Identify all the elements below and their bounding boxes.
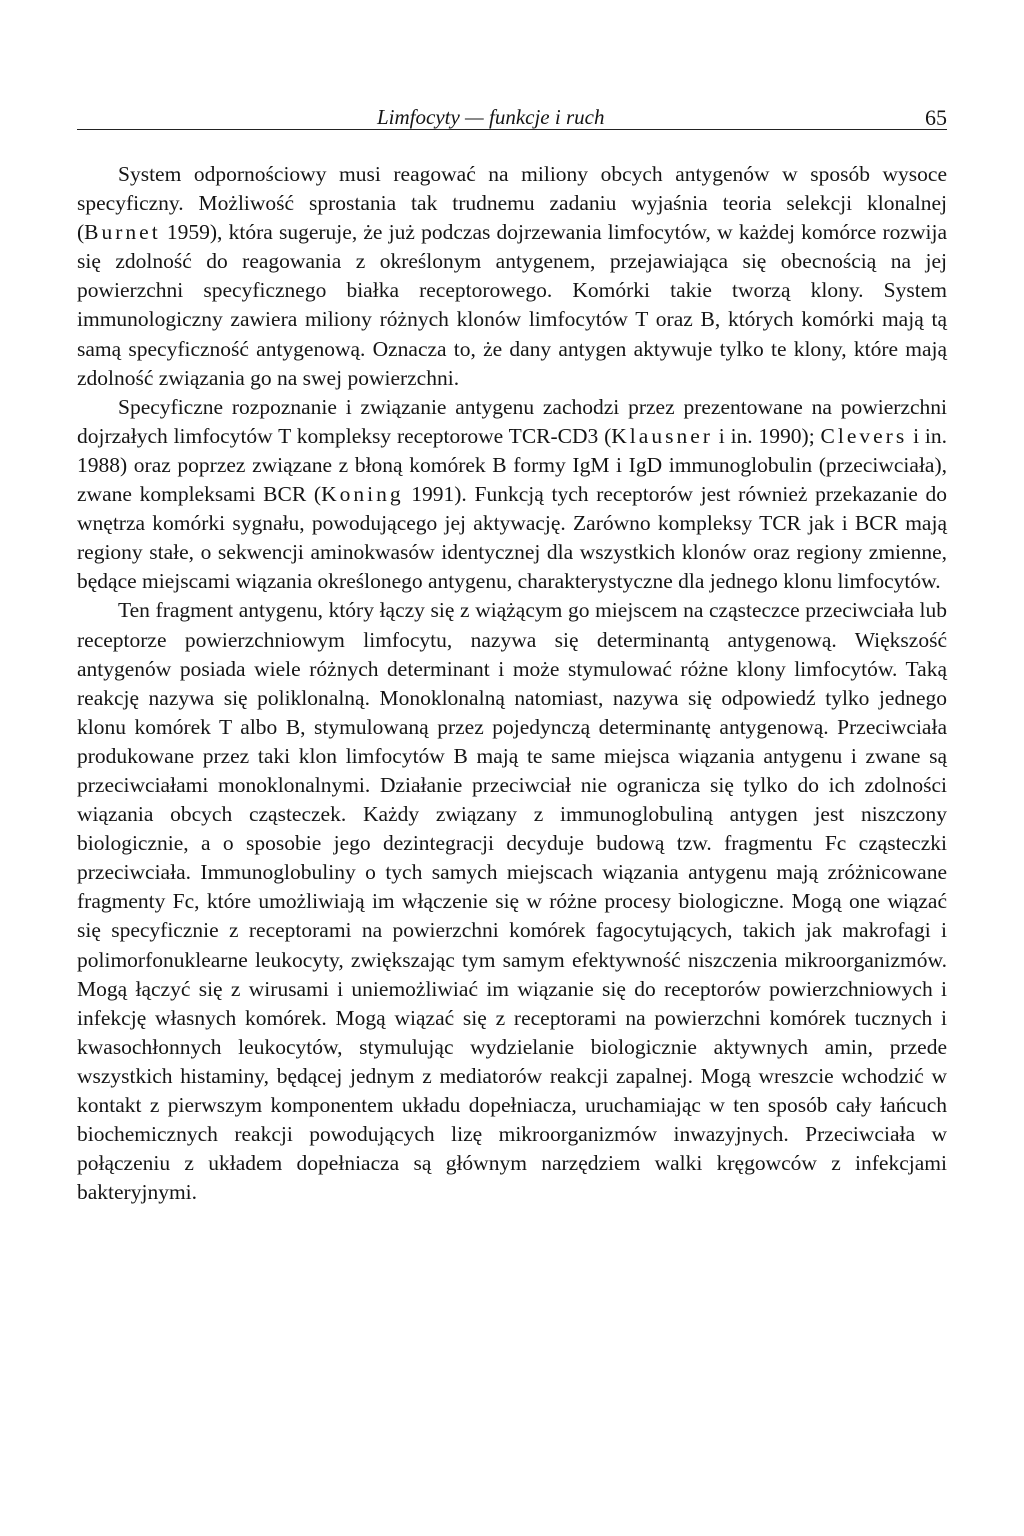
paragraph-1-part-1: System odpornościowy musi reagować na miliony obcych antygenów w sposób wysoce specyficzny. Możliwość sprostania tak trudnemu zadaniu wyjaśnia teoria selekcji klonalnej ( [77, 162, 947, 245]
author-citation-burnet: Burnet [84, 220, 161, 245]
paragraph-1-part-3: 1959), która sugeruje, że już podczas dojrzewania limfocytów, w każdej komórce rozwija się zdolność do reagowania z określonym antygenem, przejawiająca się obecnością na jej powierzchni specyficznego białka receptorowego. Komórki takie tworzą klony. System immunologiczny zawiera miliony różnych klonów limfocytów T oraz B, których komórki mają tą samą specyficzność antygenową. Oznacza to, że dany antygen aktywuje tylko te klony, które mają zdolność związania go na swej powierzchni. [77, 220, 947, 390]
header-rule [77, 129, 947, 130]
paragraph-2-part-3: i in. 1990); [712, 423, 821, 448]
paragraph-2-part-5: i in. 1988) oraz poprzez związane z błoną komórek B formy IgM i IgD immunoglobulin (przeciwciała), zwane kompleksami BCR ( [77, 423, 947, 507]
paragraph-2-part-1: Specyficzne rozpoznanie i związanie antygenu zachodzi przez prezentowane na powierzchni dojrzałych limfocytów T kompleksy receptorowe TCR-CD3 ( [77, 394, 947, 448]
author-citation-clevers: Clevers [820, 423, 908, 448]
paragraph-2 [77, 393, 947, 597]
paragraph-2-part-7: 1991). Funkcją tych receptorów jest również przekazanie do wnętrza komórki sygnału, powodującego jej aktywację. Zarówno kompleksy TCR jak i BCR mają regiony stałe, o sekwencji aminokwasów identycznej dla wszystkich klonów oraz regiony zmienne, będące miejscami wiązania określonego antygenu, charakterystyczne dla jednego klonu limfocytów. [77, 482, 947, 594]
body-text [77, 160, 947, 1207]
paragraph-3-text: Ten fragment antygenu, który łączy się z wiążącym go miejscem na cząsteczce przeciwciała lub receptorze powierzchniowym limfocytu, nazywa się determinantą antygenową. Większość antygenów posiada wiele różnych determinant i może stymulować różne klony limfocytów. Taką reakcję nazywa się poliklonalną. Monoklonalną natomiast, nazywa się odpowiedź tylko jednego klonu komórek T albo B, stymulowaną przez pojedynczą determinantę antygenową. Przeciwciała produkowane przez taki klon limfocytów B mają te same miejsca wiązania antygenu i zwane są przeciwciałami monoklonalnymi. Działanie przeciwciał nie ogranicza się tylko do ich zdolności wiązania obcych cząsteczek. Każdy związany z immunoglobuliną antygen jest niszczony biologicznie, a o sposobie jego dezintegracji decyduje budową tzw. fragmentu Fc cząsteczki przeciwciała. Immunoglobuliny o tych samych miejscach wiązania antygenu mają zróżnicowane fragmenty Fc, które umożliwiają im włączenie się w różne procesy biologiczne. Mogą one wiązać się specyficznie z receptorami na powierzchni komórek fagocytujących, takich jak makrofagi i polimorfonuklearne leukocyty, zwiększając tym samym efektywność niszczenia mikroorganizmów. Mogą łączyć się z wirusami i uniemożliwiać im wiązanie się do receptorów powierzchniowych i infekcję własnych komórek. Mogą wiązać się z receptorami na powierzchni komórek tucznych i kwasochłonnych leukocytów, stymulując wydzielanie biologicznie aktywnych amin, przede wszystkich histaminy, będącej jednym z mediatorów reakcji zapalnej. Mogą wreszcie wchodzić w kontakt z pierwszym komponentem układu dopełniacza, uruchamiając w ten sposób cały łańcuch biochemicznych reakcji powodujących lizę mikroorganizmów inwazyjnych. Przeciwciała w połączeniu z układem dopełniacza są głównym narzędziem walki kręgowców z infekcjami bakteryjnymi. [77, 598, 947, 1205]
paragraph-1 [77, 160, 947, 393]
running-title: Limfocyty — funkcje i ruch [377, 105, 605, 129]
author-citation-koning: Koning [321, 482, 404, 507]
author-citation-klausner: Klausner [611, 423, 713, 448]
running-head [77, 101, 947, 131]
page-number: 65 [925, 105, 947, 130]
paragraph-3 [77, 596, 947, 1207]
